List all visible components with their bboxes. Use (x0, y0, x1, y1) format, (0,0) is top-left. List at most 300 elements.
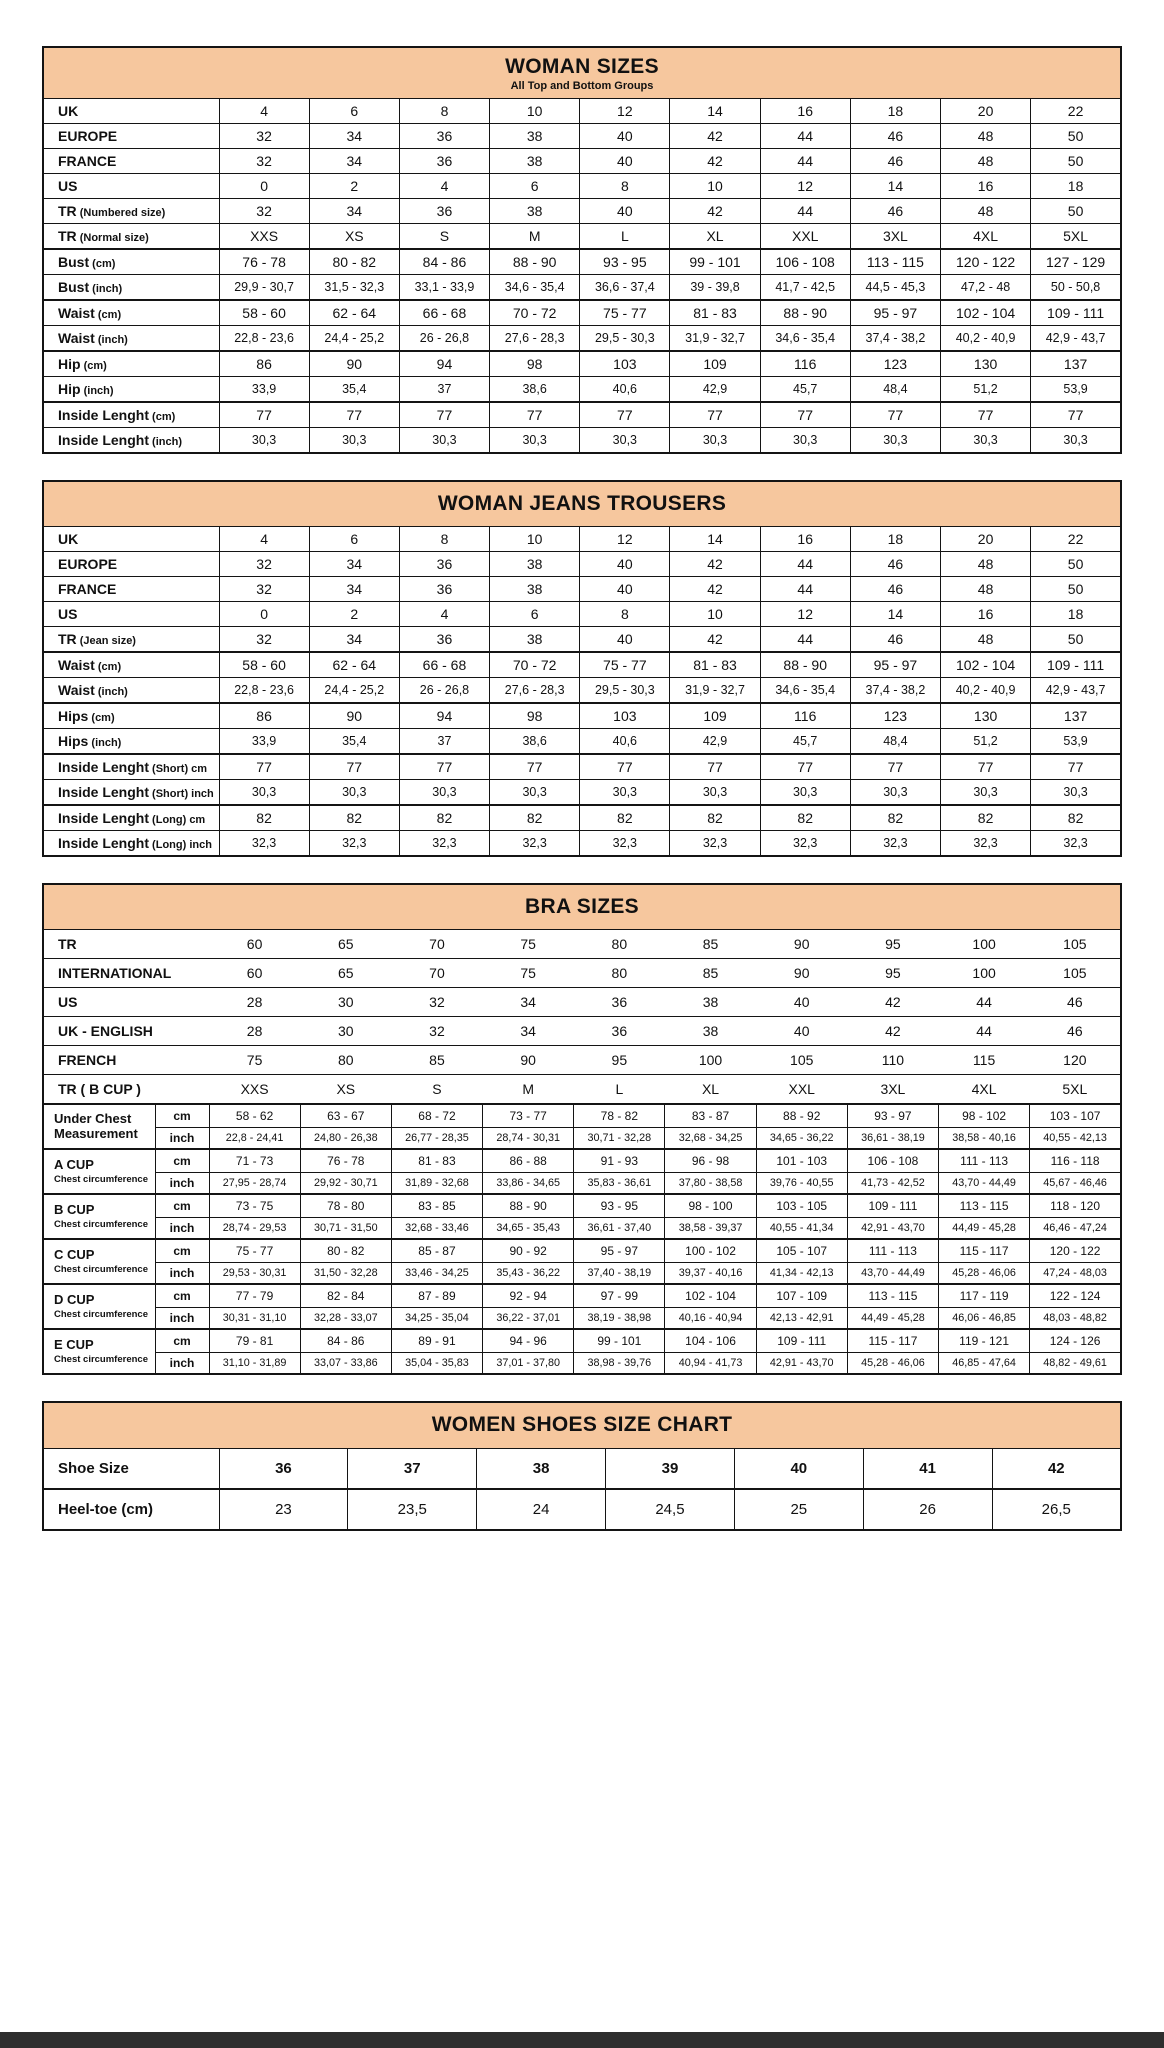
value-cell: 39 - 39,8 (670, 275, 760, 301)
value-cell: 45,7 (760, 377, 850, 403)
value-cell: 42,91 - 43,70 (756, 1353, 847, 1375)
value-cell: 46,06 - 46,85 (939, 1308, 1030, 1330)
value-cell: 36 (399, 149, 489, 174)
value-cell: 38,6 (490, 377, 580, 403)
value-cell: 50 (1031, 627, 1121, 653)
woman-sizes-header (43, 47, 1121, 99)
value-cell: 77 (490, 402, 580, 428)
value-cell: 41,73 - 42,52 (847, 1173, 938, 1195)
value-cell: S (391, 1075, 482, 1105)
value-cell: 40,2 - 40,9 (941, 678, 1031, 704)
value-cell: 94 - 96 (483, 1329, 574, 1353)
value-cell: 33,46 - 34,25 (391, 1263, 482, 1285)
value-cell: 32 (219, 199, 309, 224)
value-cell: 80 (574, 959, 665, 988)
table-title: WOMEN SHOES SIZE CHART (431, 1413, 733, 1437)
row-label-note: (Numbered size) (76, 207, 166, 220)
value-cell: 50 (1031, 149, 1121, 174)
value-cell: 51,2 (941, 377, 1031, 403)
value-cell: 18 (1031, 602, 1121, 627)
row-label-text: Bust (58, 254, 90, 271)
value-cell: 109 - 111 (756, 1329, 847, 1353)
value-cell: 16 (941, 602, 1031, 627)
row-label-text: UK (58, 531, 79, 548)
value-cell: 30 (300, 988, 391, 1017)
value-cell: 46 (850, 552, 940, 577)
value-cell: 90 - 92 (483, 1239, 574, 1263)
value-cell: 40,55 - 41,34 (756, 1218, 847, 1240)
value-cell: 35,43 - 36,22 (483, 1263, 574, 1285)
value-cell: 62 - 64 (309, 652, 399, 678)
row-label (43, 275, 219, 301)
value-cell: 100 (939, 959, 1030, 988)
table-row (43, 729, 1121, 755)
table-row (43, 1263, 1121, 1285)
value-cell: 6 (490, 174, 580, 199)
value-cell: 24 (477, 1489, 606, 1530)
value-cell: 110 (847, 1046, 938, 1075)
value-cell: 22,8 - 23,6 (219, 326, 309, 352)
value-cell: 116 - 118 (1030, 1149, 1121, 1173)
row-label-note: (cm) (94, 309, 122, 322)
value-cell: XXS (219, 224, 309, 250)
value-cell: 36,61 - 38,19 (847, 1128, 938, 1150)
table-row (43, 602, 1121, 627)
value-cell: 12 (760, 602, 850, 627)
value-cell: 82 (219, 805, 309, 831)
value-cell: XS (309, 224, 399, 250)
value-cell: 123 (850, 351, 940, 377)
value-cell: 22,8 - 23,6 (219, 678, 309, 704)
unit-cm-cell: cm (155, 1284, 209, 1308)
row-label (43, 729, 219, 755)
table-row (43, 1239, 1121, 1263)
row-label (43, 754, 219, 780)
row-label-text: INTERNATIONAL (58, 965, 172, 982)
value-cell: 40,94 - 41,73 (665, 1353, 756, 1375)
value-cell: 24,5 (606, 1489, 735, 1530)
table-row (43, 805, 1121, 831)
value-cell: 8 (580, 602, 670, 627)
value-cell: 82 (399, 805, 489, 831)
value-cell: 22 (1031, 527, 1121, 552)
value-cell: 34 (309, 124, 399, 149)
value-cell: 77 (1031, 402, 1121, 428)
value-cell: 80 - 82 (300, 1239, 391, 1263)
row-label-subtext: Chest circumference (54, 1354, 148, 1366)
table-row (43, 224, 1121, 250)
value-cell: 98 (490, 703, 580, 729)
value-cell: 32 (219, 552, 309, 577)
value-cell: 32,3 (219, 831, 309, 857)
value-cell: 111 - 113 (939, 1149, 1030, 1173)
value-cell: 42,9 - 43,7 (1031, 678, 1121, 704)
table-row (43, 527, 1121, 552)
value-cell: 30,3 (1031, 428, 1121, 454)
value-cell: 103 - 107 (1030, 1104, 1121, 1128)
value-cell: 75 (483, 959, 574, 988)
row-label (43, 1329, 155, 1374)
value-cell: 85 (665, 959, 756, 988)
value-cell: 20 (941, 527, 1031, 552)
value-cell: 71 - 73 (209, 1149, 300, 1173)
value-cell: 38 (490, 199, 580, 224)
value-cell: 36 (399, 199, 489, 224)
value-cell: M (490, 224, 580, 250)
value-cell: 113 - 115 (939, 1194, 1030, 1218)
value-cell: 46 (1030, 988, 1121, 1017)
value-cell: 40,16 - 40,94 (665, 1308, 756, 1330)
row-label-text: TR (58, 631, 77, 648)
row-label (43, 300, 219, 326)
value-cell: 80 (300, 1046, 391, 1075)
value-cell: 2 (309, 174, 399, 199)
row-label-text: UK - ENGLISH (58, 1023, 153, 1040)
value-cell: 40 (580, 627, 670, 653)
row-label-note: (Long) cm (149, 814, 206, 827)
value-cell: 40,6 (580, 729, 670, 755)
value-cell: 95 (574, 1046, 665, 1075)
value-cell: 119 - 121 (939, 1329, 1030, 1353)
table-row (43, 1075, 1121, 1105)
table-row (43, 275, 1121, 301)
value-cell: 106 - 108 (760, 249, 850, 275)
value-cell: 42 (847, 1017, 938, 1046)
table-row (43, 1353, 1121, 1375)
table-row (43, 930, 1121, 959)
value-cell: 42 (670, 199, 760, 224)
value-cell: 95 (847, 959, 938, 988)
value-cell: 77 (309, 402, 399, 428)
unit-cm-cell: cm (155, 1149, 209, 1173)
row-label-note: (inch) (94, 686, 128, 699)
row-label (43, 1017, 209, 1046)
row-label (43, 149, 219, 174)
row-label-text: UK (58, 103, 79, 120)
value-cell: 46,46 - 47,24 (1030, 1218, 1121, 1240)
row-label-text: EUROPE (58, 556, 118, 573)
value-cell: 109 (670, 351, 760, 377)
row-label-text: EUROPE (58, 128, 118, 145)
value-cell: 109 - 111 (1031, 300, 1121, 326)
value-cell: 77 (580, 754, 670, 780)
value-cell: 75 - 77 (209, 1239, 300, 1263)
value-cell: 103 - 105 (756, 1194, 847, 1218)
value-cell: 96 - 98 (665, 1149, 756, 1173)
row-label (43, 224, 219, 250)
row-label (43, 124, 219, 149)
value-cell: 38 (490, 552, 580, 577)
value-cell: 82 - 84 (300, 1284, 391, 1308)
value-cell: 63 - 67 (300, 1104, 391, 1128)
row-label (43, 174, 219, 199)
value-cell: 32,3 (490, 831, 580, 857)
value-cell: 92 - 94 (483, 1284, 574, 1308)
table-row (43, 1046, 1121, 1075)
value-cell: L (580, 224, 670, 250)
value-cell: 10 (490, 527, 580, 552)
value-cell: 137 (1031, 351, 1121, 377)
table-row (43, 1128, 1121, 1150)
value-cell: XS (300, 1075, 391, 1105)
row-label-note: (inch) (89, 283, 123, 296)
value-cell: 38 (665, 1017, 756, 1046)
value-cell: 35,4 (309, 377, 399, 403)
row-label (43, 428, 219, 454)
value-cell: 120 (1030, 1046, 1121, 1075)
value-cell: 38 (490, 149, 580, 174)
value-cell: 0 (219, 602, 309, 627)
value-cell: 77 (219, 402, 309, 428)
value-cell: 44 (760, 149, 850, 174)
value-cell: XL (670, 224, 760, 250)
table-row (43, 780, 1121, 806)
row-label-note: (cm) (80, 360, 107, 373)
value-cell: 80 - 82 (309, 249, 399, 275)
value-cell: 104 - 106 (665, 1329, 756, 1353)
value-cell: 40,6 (580, 377, 670, 403)
value-cell: 81 - 83 (670, 652, 760, 678)
row-label-text: Bust (58, 279, 90, 296)
value-cell: 32,3 (941, 831, 1031, 857)
value-cell: 83 - 87 (665, 1104, 756, 1128)
value-cell: 36 (219, 1448, 348, 1489)
row-label (43, 1149, 155, 1194)
row-label (43, 678, 219, 704)
value-cell: 44,49 - 45,28 (939, 1218, 1030, 1240)
table-row (43, 831, 1121, 857)
row-label (43, 351, 219, 377)
value-cell: 45,28 - 46,06 (939, 1263, 1030, 1285)
value-cell: 82 (941, 805, 1031, 831)
value-cell: 5XL (1030, 1075, 1121, 1105)
row-label (43, 552, 219, 577)
table-row (43, 249, 1121, 275)
value-cell: 46 (850, 627, 940, 653)
value-cell: 113 - 115 (850, 249, 940, 275)
value-cell: 18 (1031, 174, 1121, 199)
value-cell: 37 (399, 377, 489, 403)
value-cell: 60 (209, 930, 300, 959)
value-cell: 95 (847, 930, 938, 959)
value-cell: 100 - 102 (665, 1239, 756, 1263)
value-cell: 46 (850, 124, 940, 149)
value-cell: 28 (209, 1017, 300, 1046)
value-cell: 105 - 107 (756, 1239, 847, 1263)
value-cell: 30,3 (760, 780, 850, 806)
value-cell: 5XL (1031, 224, 1121, 250)
row-label-text: Inside Lenght (58, 810, 149, 827)
value-cell: 30,31 - 31,10 (209, 1308, 300, 1330)
value-cell: 90 (309, 703, 399, 729)
value-cell: 31,9 - 32,7 (670, 678, 760, 704)
value-cell: 42,9 (670, 729, 760, 755)
value-cell: 48 (941, 199, 1031, 224)
value-cell: 44 (760, 577, 850, 602)
value-cell: 30,3 (490, 428, 580, 454)
value-cell: 105 (1030, 930, 1121, 959)
value-cell: 50 (1031, 552, 1121, 577)
row-label-subtext: Chest circumference (54, 1309, 148, 1321)
table-row (43, 199, 1121, 224)
value-cell: 36 (399, 124, 489, 149)
value-cell: 44,5 - 45,3 (850, 275, 940, 301)
value-cell: 34,25 - 35,04 (391, 1308, 482, 1330)
value-cell: 4 (219, 99, 309, 124)
value-cell: 46,85 - 47,64 (939, 1353, 1030, 1375)
row-label (43, 1239, 155, 1284)
woman-sizes-table (42, 46, 1122, 454)
table-row (43, 300, 1121, 326)
value-cell: 123 (850, 703, 940, 729)
value-cell: 43,70 - 44,49 (939, 1173, 1030, 1195)
value-cell: 116 (760, 351, 850, 377)
shoes-header (43, 1402, 1121, 1448)
value-cell: 79 - 81 (209, 1329, 300, 1353)
row-label-note: (cm) (94, 661, 122, 674)
value-cell: 42 (670, 149, 760, 174)
value-cell: 32,68 - 34,25 (665, 1128, 756, 1150)
value-cell: 30,3 (399, 780, 489, 806)
table-row (43, 1104, 1121, 1128)
table-row (43, 703, 1121, 729)
value-cell: 130 (941, 703, 1031, 729)
value-cell: 46 (850, 149, 940, 174)
value-cell: 22,8 - 24,41 (209, 1128, 300, 1150)
value-cell: 73 - 75 (209, 1194, 300, 1218)
value-cell: 45,7 (760, 729, 850, 755)
value-cell: 33,1 - 33,9 (399, 275, 489, 301)
value-cell: 102 - 104 (665, 1284, 756, 1308)
row-label-text: Waist (58, 682, 95, 699)
unit-inch-cell: inch (155, 1128, 209, 1150)
value-cell: 4XL (941, 224, 1031, 250)
value-cell: 32 (219, 124, 309, 149)
value-cell: 30,3 (309, 428, 399, 454)
row-label-text: Heel-toe (cm) (58, 1500, 154, 1518)
row-label (43, 1104, 155, 1149)
value-cell: 27,6 - 28,3 (490, 678, 580, 704)
row-label-text: Waist (58, 305, 95, 322)
value-cell: 34,6 - 35,4 (760, 678, 850, 704)
value-cell: XXL (756, 1075, 847, 1105)
value-cell: 32,3 (850, 831, 940, 857)
value-cell: 82 (760, 805, 850, 831)
value-cell: 16 (760, 527, 850, 552)
value-cell: 2 (309, 602, 399, 627)
value-cell: 8 (580, 174, 670, 199)
value-cell: 6 (309, 99, 399, 124)
value-cell: 23,5 (348, 1489, 477, 1530)
value-cell: 105 (1030, 959, 1121, 988)
value-cell: 20 (941, 99, 1031, 124)
value-cell: 42 (670, 124, 760, 149)
value-cell: 103 (580, 351, 670, 377)
value-cell: 83 - 85 (391, 1194, 482, 1218)
value-cell: 65 (300, 930, 391, 959)
value-cell: 115 - 117 (847, 1329, 938, 1353)
value-cell: 16 (941, 174, 1031, 199)
value-cell: 32 (219, 577, 309, 602)
value-cell: 94 (399, 351, 489, 377)
value-cell: 26,77 - 28,35 (391, 1128, 482, 1150)
value-cell: 58 - 60 (219, 300, 309, 326)
unit-inch-cell: inch (155, 1353, 209, 1375)
value-cell: 77 (399, 402, 489, 428)
value-cell: 12 (580, 527, 670, 552)
value-cell: 35,4 (309, 729, 399, 755)
value-cell: 30,3 (580, 780, 670, 806)
table-row (43, 99, 1121, 124)
value-cell: 85 (665, 930, 756, 959)
value-cell: 26,5 (992, 1489, 1121, 1530)
value-cell: 31,50 - 32,28 (300, 1263, 391, 1285)
value-cell: 82 (1031, 805, 1121, 831)
value-cell: 8 (399, 527, 489, 552)
value-cell: 37,40 - 38,19 (574, 1263, 665, 1285)
value-cell: 39,76 - 40,55 (756, 1173, 847, 1195)
value-cell: 38 (665, 988, 756, 1017)
value-cell: 6 (309, 527, 399, 552)
value-cell: 18 (850, 527, 940, 552)
value-cell: 77 (670, 754, 760, 780)
value-cell: 62 - 64 (309, 300, 399, 326)
value-cell: 38 (490, 627, 580, 653)
value-cell: 97 - 99 (574, 1284, 665, 1308)
value-cell: 30,3 (850, 428, 940, 454)
value-cell: 42,91 - 43,70 (847, 1218, 938, 1240)
value-cell: 36 (574, 988, 665, 1017)
value-cell: XL (665, 1075, 756, 1105)
value-cell: 32 (219, 627, 309, 653)
value-cell: 38,58 - 39,37 (665, 1218, 756, 1240)
value-cell: 12 (580, 99, 670, 124)
value-cell: 0 (219, 174, 309, 199)
value-cell: 32,3 (760, 831, 850, 857)
table-row (43, 351, 1121, 377)
value-cell: 115 (939, 1046, 1030, 1075)
row-label (43, 959, 209, 988)
value-cell: 80 (574, 930, 665, 959)
value-cell: 30,3 (580, 428, 670, 454)
value-cell: 81 - 83 (391, 1149, 482, 1173)
value-cell: 35,04 - 35,83 (391, 1353, 482, 1375)
value-cell: 30,3 (309, 780, 399, 806)
value-cell: 41,7 - 42,5 (760, 275, 850, 301)
value-cell: 70 (391, 930, 482, 959)
row-label (43, 402, 219, 428)
value-cell: 105 (756, 1046, 847, 1075)
value-cell: 78 - 80 (300, 1194, 391, 1218)
table-row (43, 326, 1121, 352)
value-cell: 32,3 (309, 831, 399, 857)
value-cell: M (483, 1075, 574, 1105)
value-cell: 38,58 - 40,16 (939, 1128, 1030, 1150)
value-cell: 30,3 (399, 428, 489, 454)
value-cell: 99 - 101 (670, 249, 760, 275)
value-cell: 29,5 - 30,3 (580, 678, 670, 704)
value-cell: 34,65 - 36,22 (756, 1128, 847, 1150)
row-label (43, 199, 219, 224)
value-cell: 50 (1031, 124, 1121, 149)
table-row (43, 1149, 1121, 1173)
value-cell: 98 (490, 351, 580, 377)
value-cell: 37 (399, 729, 489, 755)
value-cell: 38 (490, 577, 580, 602)
value-cell: 120 - 122 (941, 249, 1031, 275)
value-cell: 25 (734, 1489, 863, 1530)
value-cell: 31,89 - 32,68 (391, 1173, 482, 1195)
